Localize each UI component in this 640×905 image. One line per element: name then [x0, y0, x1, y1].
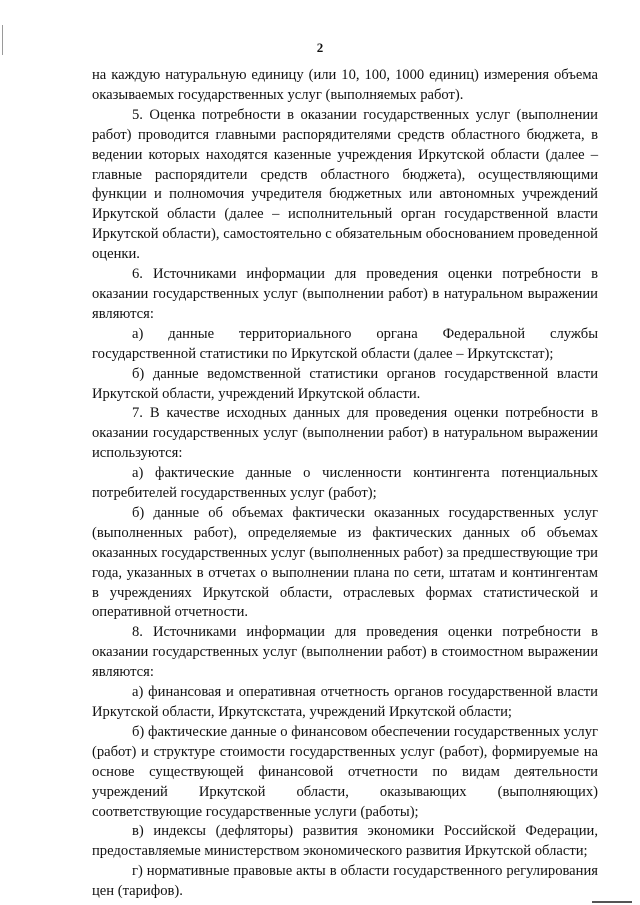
paragraph-item-6b: б) данные ведомственной статистики органов государственной власти Иркутской области, учреждений Иркутской области.: [92, 365, 598, 402]
paragraph-item-8c: в) индексы (дефляторы) развития экономики Российской Федерации, предоставляемые министерством экономического развития Иркутской области;: [92, 823, 598, 860]
paragraph-item-8a: а) финансовая и оперативная отчетность органов государственной власти Иркутской области, Иркутскстата, учреждений Иркутской области;: [92, 684, 598, 720]
scan-bottom-mark: [592, 901, 632, 903]
paragraph-item-8b: б) фактические данные о финансовом обеспечении государственных услуг (работ) и структуре стоимости государственных услуг (работ), формируемые на основе существующей финансовой отчетности по видам деятельности учреждений Иркутской области, оказывающих (выполняющих) соответствующие государственные услуги (работы);: [92, 723, 598, 820]
page-number: 2: [316, 40, 324, 55]
document-body: [92, 66, 598, 902]
paragraph-item-6: 6. Источниками информации для проведения оценки потребности в оказании государственных услуг (выполнении работ) в натуральном выражении являются:: [92, 266, 598, 322]
paragraph-item-8d: г) нормативные правовые акты в области государственного регулирования цен (тарифов).: [92, 863, 598, 900]
paragraph-item-6a: а) данные территориального органа Федеральной службы государственной статистики по Иркутской области (далее – Иркутскстат);: [92, 325, 598, 362]
paragraph-continuation: на каждую натуральную единицу (или 10, 100, 1000 единиц) измерения объема оказываемых государственных услуг (выполняемых работ).: [92, 67, 598, 103]
paragraph-item-7a: а) фактические данные о численности контингента потенциальных потребителей государственных услуг (работ);: [92, 465, 598, 502]
paragraph-item-8: 8. Источниками информации для проведения оценки потребности в оказании государственных услуг (выполнении работ) в стоимостном выражении являются:: [92, 624, 598, 681]
paragraph-item-5: 5. Оценка потребности в оказании государственных услуг (выполнении работ) проводится главными распорядителями средств областного бюджета, в ведении которых находятся казенные учреждения Иркутской области (далее – главные распорядители средств областного бюджета), осуществляющими функции и полномочия учредителя бюджетных или автономных учреждений Иркутской области (далее – исполнительный орган государственной власти Иркутской области), самостоятельно с обязательным обоснованием проведенной оценки.: [92, 106, 598, 263]
paragraph-item-7: 7. В качестве исходных данных для проведения оценки потребности в оказании государственных услуг (выполнении работ) в натуральном выражении используются:: [92, 405, 598, 462]
paragraph-item-7b: б) данные об объемах фактически оказанных государственных услуг (выполненных работ), определяемые из фактических данных об объемах оказанных государственных услуг (выполненных работ) за предшествующие три года, указанных в отчетах о выполнении плана по сети, штатам и контингентам в учреждениях Иркутской области, отраслевых формах статистической и оперативной отчетности.: [92, 504, 598, 621]
